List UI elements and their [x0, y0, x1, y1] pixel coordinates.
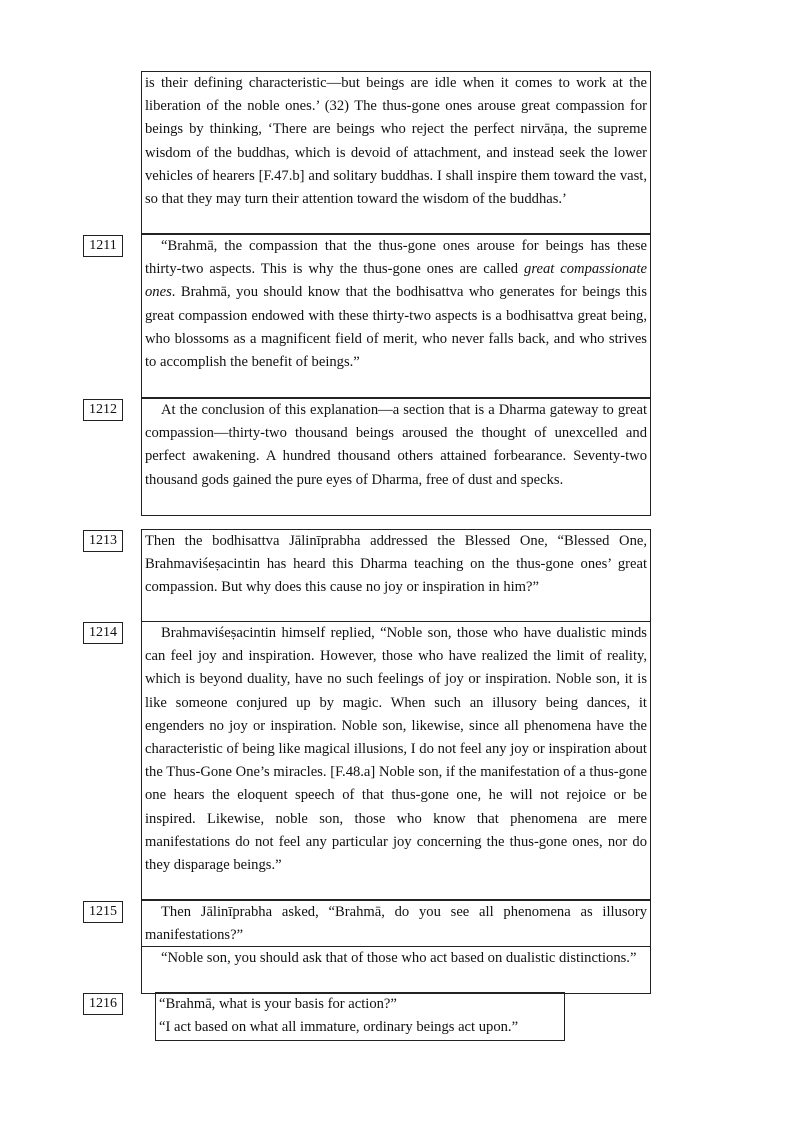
text-segment: . Brahmā, you should know that the bodhisattva who generates for beings this great compassion endowed with these thirty-two aspects is a bodhisattva great being, who blossoms as a magnificent field of merit, who never falls back, and who strives to accomplish the benefit of beings.” [145, 284, 647, 371]
paragraph-number-1214: 1214 [83, 622, 123, 644]
text-segment: “Brahmā, the compassion that the thus-gone ones arouse for beings has these thirty-two aspects. This is why the thus-gone ones are called [145, 238, 647, 278]
paragraph-continuation [141, 71, 651, 234]
paragraph-1216 [155, 992, 565, 1041]
paragraph-1212 [141, 398, 651, 516]
dialogue-line: “I act based on what all immature, ordinary beings act upon.” [159, 1019, 519, 1035]
paragraph-text [145, 235, 647, 374]
paragraph-text: is their defining characteristic—but beings are idle when it comes to work at the liberation of the noble ones.’ (32) The thus-gone ones arouse great compassion for beings by thinking, ‘There are beings who reject the perfect nirvāṇa, the supreme wisdom of the buddhas, which is devoid of attachment, and instead seek the lower vehicles of hearers [F.47.b] and solitary buddhas. I shall inspire them toward the vast, so that they may turn their attention toward the wisdom of the buddhas.’ [145, 75, 647, 208]
paragraph-number-1213: 1213 [83, 530, 123, 552]
paragraph-text: Then Jālinīprabha asked, “Brahmā, do you see all phenomena as illusory manifestations?” [145, 904, 647, 944]
paragraph-1215 [141, 900, 651, 947]
paragraph-text: Brahmaviśeṣacintin himself replied, “Noble son, those who have dualistic minds can feel joy and inspiration. However, those who have realized the limit of reality, which is beyond duality, have no such feelings of joy or inspiration. Noble son, it is like someone conjured up by magic. When such an illusory being dances, it engenders no joy or inspiration. Noble son, likewise, since all phenomena have the characteristic of being like magical illusions, I do not feel any joy or inspiration about the Thus-Gone One’s miracles. [F.48.a] Noble son, if the manifestation of a thus-gone one hears the eloquent speech of that thus-gone one, he will not rejoice or be inspired. Likewise, noble son, those who know that phenomena are mere manifestations do not feel any particular joy concerning the thus-gone ones, nor do they disparage beings.” [145, 625, 647, 874]
paragraph-1213 [141, 529, 651, 622]
paragraph-1215-reply [141, 946, 651, 994]
paragraph-text: At the conclusion of this explanation—a section that is a Dharma gateway to great compassion—thirty-two thousand beings aroused the thought of unexcelled and perfect awakening. A hundred thousand others attained forbearance. Seventy-two thousand gods gained the pure eyes of Dharma, free of dust and specks. [145, 402, 647, 488]
paragraph-text: “Noble son, you should ask that of those who act based on dualistic distinctions.” [161, 950, 637, 966]
paragraph-number-1212: 1212 [83, 399, 123, 421]
paragraph-number-1215: 1215 [83, 901, 123, 923]
dialogue-line: “Brahmā, what is your basis for action?” [159, 996, 397, 1012]
paragraph-1211 [141, 234, 651, 398]
paragraph-number-1211: 1211 [83, 235, 123, 257]
italic-term: great compassionate ones [145, 261, 648, 301]
paragraph-text: Then the bodhisattva Jālinīprabha addressed the Blessed One, “Blessed One, Brahmaviśeṣacintin has heard this Dharma teaching on the thus-gone ones’ great compassion. But why does this cause no joy or inspiration in him?” [145, 533, 647, 596]
paragraph-number-1216: 1216 [83, 993, 123, 1015]
paragraph-1214 [141, 621, 651, 900]
